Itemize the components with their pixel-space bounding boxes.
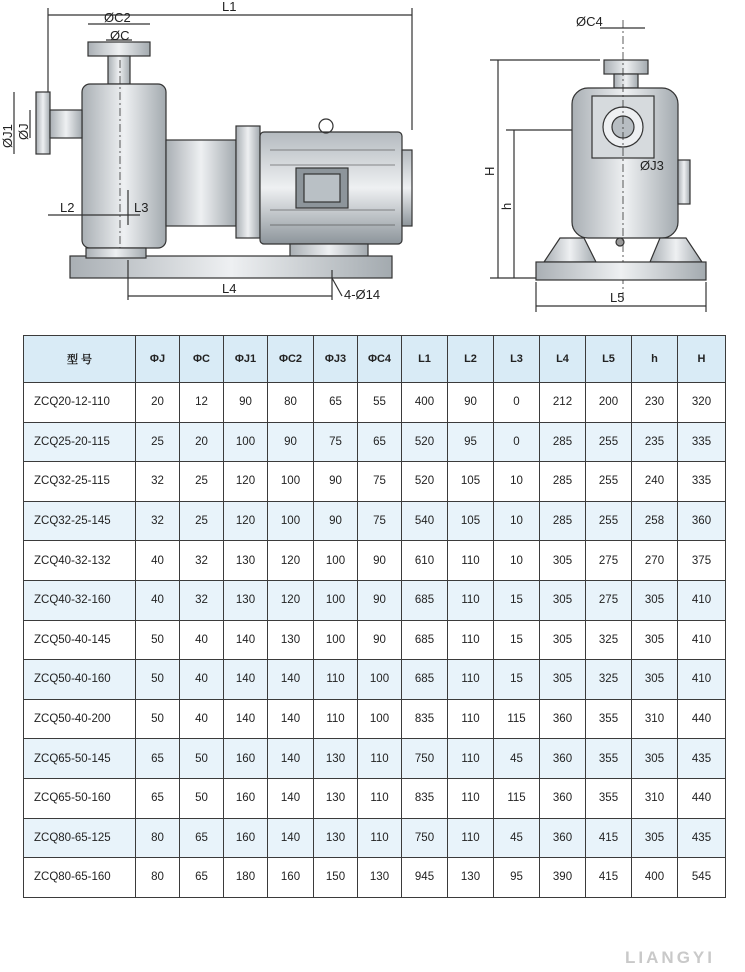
value-cell: 130 <box>224 580 268 620</box>
value-cell: 255 <box>586 462 632 502</box>
value-cell: 40 <box>180 620 224 660</box>
header-cell: L3 <box>494 336 540 383</box>
dim-j: ØJ <box>16 123 31 140</box>
table-row <box>24 660 726 700</box>
value-cell: 212 <box>540 383 586 423</box>
value-cell: 305 <box>540 660 586 700</box>
value-cell: 305 <box>632 818 678 858</box>
value-cell: 325 <box>586 620 632 660</box>
value-cell: 45 <box>494 739 540 779</box>
value-cell: 310 <box>632 778 678 818</box>
value-cell: 110 <box>448 818 494 858</box>
value-cell: 110 <box>358 818 402 858</box>
value-cell: 410 <box>678 620 726 660</box>
value-cell: 130 <box>314 778 358 818</box>
value-cell: 240 <box>632 462 678 502</box>
value-cell: 375 <box>678 541 726 581</box>
value-cell: 95 <box>448 422 494 462</box>
value-cell: 285 <box>540 422 586 462</box>
value-cell: 110 <box>448 660 494 700</box>
value-cell: 540 <box>402 501 448 541</box>
value-cell: 140 <box>224 699 268 739</box>
value-cell: 130 <box>224 541 268 581</box>
value-cell: 335 <box>678 462 726 502</box>
value-cell: 360 <box>678 501 726 541</box>
value-cell: 835 <box>402 778 448 818</box>
value-cell: 120 <box>268 541 314 581</box>
value-cell: 40 <box>180 699 224 739</box>
value-cell: 200 <box>586 383 632 423</box>
model-cell: ZCQ80-65-160 <box>24 858 136 898</box>
header-cell: L4 <box>540 336 586 383</box>
model-cell: ZCQ40-32-132 <box>24 541 136 581</box>
dim-l4: L4 <box>222 281 237 296</box>
value-cell: 65 <box>136 739 180 779</box>
value-cell: 90 <box>448 383 494 423</box>
table-row <box>24 739 726 779</box>
value-cell: 10 <box>494 541 540 581</box>
value-cell: 440 <box>678 699 726 739</box>
model-cell: ZCQ32-25-115 <box>24 462 136 502</box>
dim-small-h: h <box>499 202 514 210</box>
value-cell: 520 <box>402 462 448 502</box>
value-cell: 10 <box>494 462 540 502</box>
value-cell: 10 <box>494 501 540 541</box>
value-cell: 130 <box>314 818 358 858</box>
value-cell: 40 <box>180 660 224 700</box>
value-cell: 140 <box>224 620 268 660</box>
value-cell: 140 <box>268 818 314 858</box>
value-cell: 310 <box>632 699 678 739</box>
value-cell: 80 <box>268 383 314 423</box>
value-cell: 305 <box>632 660 678 700</box>
value-cell: 65 <box>136 778 180 818</box>
header-cell: H <box>678 336 726 383</box>
model-cell: ZCQ50-40-145 <box>24 620 136 660</box>
table-row <box>24 383 726 423</box>
value-cell: 610 <box>402 541 448 581</box>
value-cell: 360 <box>540 739 586 779</box>
value-cell: 110 <box>448 699 494 739</box>
value-cell: 335 <box>678 422 726 462</box>
value-cell: 100 <box>314 541 358 581</box>
value-cell: 400 <box>402 383 448 423</box>
header-model: 型 号 <box>24 336 136 383</box>
value-cell: 40 <box>136 541 180 581</box>
dimension-table-container <box>23 335 725 898</box>
dim-l2: L2 <box>60 200 75 215</box>
value-cell: 305 <box>632 739 678 779</box>
value-cell: 100 <box>268 462 314 502</box>
header-cell: L1 <box>402 336 448 383</box>
value-cell: 0 <box>494 383 540 423</box>
model-cell: ZCQ80-65-125 <box>24 818 136 858</box>
value-cell: 100 <box>268 501 314 541</box>
value-cell: 25 <box>180 462 224 502</box>
value-cell: 25 <box>136 422 180 462</box>
value-cell: 180 <box>224 858 268 898</box>
value-cell: 90 <box>224 383 268 423</box>
value-cell: 140 <box>268 739 314 779</box>
value-cell: 945 <box>402 858 448 898</box>
table-row <box>24 422 726 462</box>
value-cell: 110 <box>448 739 494 779</box>
value-cell: 545 <box>678 858 726 898</box>
header-cell: ΦJ <box>136 336 180 383</box>
value-cell: 140 <box>224 660 268 700</box>
value-cell: 270 <box>632 541 678 581</box>
table-row <box>24 541 726 581</box>
value-cell: 520 <box>402 422 448 462</box>
value-cell: 120 <box>268 580 314 620</box>
value-cell: 410 <box>678 660 726 700</box>
model-cell: ZCQ65-50-160 <box>24 778 136 818</box>
model-cell: ZCQ50-40-160 <box>24 660 136 700</box>
table-row <box>24 620 726 660</box>
value-cell: 390 <box>540 858 586 898</box>
value-cell: 255 <box>586 501 632 541</box>
value-cell: 110 <box>314 660 358 700</box>
value-cell: 100 <box>358 699 402 739</box>
dim-c: ØC <box>110 28 130 43</box>
header-cell: ΦC2 <box>268 336 314 383</box>
value-cell: 100 <box>224 422 268 462</box>
value-cell: 32 <box>180 580 224 620</box>
value-cell: 50 <box>180 778 224 818</box>
value-cell: 685 <box>402 660 448 700</box>
value-cell: 285 <box>540 501 586 541</box>
value-cell: 360 <box>540 699 586 739</box>
dim-big-h: H <box>482 166 497 176</box>
table-row <box>24 462 726 502</box>
header-cell: h <box>632 336 678 383</box>
model-cell: ZCQ25-20-115 <box>24 422 136 462</box>
value-cell: 320 <box>678 383 726 423</box>
value-cell: 140 <box>268 660 314 700</box>
header-cell: ΦC <box>180 336 224 383</box>
value-cell: 110 <box>448 620 494 660</box>
value-cell: 835 <box>402 699 448 739</box>
model-cell: ZCQ65-50-145 <box>24 739 136 779</box>
header-cell: L2 <box>448 336 494 383</box>
value-cell: 685 <box>402 580 448 620</box>
table-row <box>24 501 726 541</box>
value-cell: 32 <box>136 501 180 541</box>
value-cell: 750 <box>402 739 448 779</box>
dim-l5: L5 <box>610 290 625 305</box>
value-cell: 285 <box>540 462 586 502</box>
value-cell: 235 <box>632 422 678 462</box>
value-cell: 440 <box>678 778 726 818</box>
value-cell: 75 <box>358 501 402 541</box>
value-cell: 75 <box>358 462 402 502</box>
value-cell: 50 <box>180 739 224 779</box>
value-cell: 115 <box>494 699 540 739</box>
dim-c2: ØC2 <box>104 10 131 25</box>
value-cell: 75 <box>314 422 358 462</box>
value-cell: 105 <box>448 462 494 502</box>
value-cell: 90 <box>314 501 358 541</box>
value-cell: 100 <box>358 660 402 700</box>
value-cell: 105 <box>448 501 494 541</box>
value-cell: 25 <box>180 501 224 541</box>
value-cell: 750 <box>402 818 448 858</box>
dim-c4: ØC4 <box>576 14 603 29</box>
table-body <box>24 383 726 898</box>
value-cell: 305 <box>540 580 586 620</box>
value-cell: 130 <box>448 858 494 898</box>
model-cell: ZCQ20-12-110 <box>24 383 136 423</box>
value-cell: 55 <box>358 383 402 423</box>
value-cell: 20 <box>136 383 180 423</box>
value-cell: 130 <box>268 620 314 660</box>
table-row <box>24 580 726 620</box>
value-cell: 65 <box>180 858 224 898</box>
value-cell: 110 <box>314 699 358 739</box>
value-cell: 360 <box>540 818 586 858</box>
value-cell: 110 <box>448 580 494 620</box>
value-cell: 130 <box>358 858 402 898</box>
value-cell: 275 <box>586 541 632 581</box>
header-cell: L5 <box>586 336 632 383</box>
value-cell: 120 <box>224 462 268 502</box>
header-cell: ΦJ1 <box>224 336 268 383</box>
table-row <box>24 818 726 858</box>
dim-l1: L1 <box>222 0 237 14</box>
table-header-row <box>24 336 726 383</box>
value-cell: 65 <box>358 422 402 462</box>
value-cell: 355 <box>586 778 632 818</box>
table-row <box>24 699 726 739</box>
drawing-svg <box>0 0 745 320</box>
value-cell: 435 <box>678 739 726 779</box>
value-cell: 80 <box>136 818 180 858</box>
value-cell: 355 <box>586 699 632 739</box>
value-cell: 90 <box>358 620 402 660</box>
table-row <box>24 778 726 818</box>
value-cell: 65 <box>180 818 224 858</box>
value-cell: 230 <box>632 383 678 423</box>
dim-bolt-holes: 4-Ø14 <box>344 287 381 302</box>
header-cell: ΦJ3 <box>314 336 358 383</box>
value-cell: 160 <box>224 818 268 858</box>
value-cell: 410 <box>678 580 726 620</box>
value-cell: 50 <box>136 620 180 660</box>
value-cell: 90 <box>358 580 402 620</box>
value-cell: 40 <box>136 580 180 620</box>
value-cell: 325 <box>586 660 632 700</box>
value-cell: 130 <box>314 739 358 779</box>
value-cell: 15 <box>494 620 540 660</box>
value-cell: 160 <box>268 858 314 898</box>
brand-watermark: LIANGYI <box>625 948 715 967</box>
value-cell: 305 <box>540 541 586 581</box>
value-cell: 80 <box>136 858 180 898</box>
end-view <box>490 20 706 312</box>
value-cell: 110 <box>358 778 402 818</box>
model-cell: ZCQ40-32-160 <box>24 580 136 620</box>
value-cell: 255 <box>586 422 632 462</box>
value-cell: 45 <box>494 818 540 858</box>
value-cell: 110 <box>448 778 494 818</box>
value-cell: 685 <box>402 620 448 660</box>
value-cell: 115 <box>494 778 540 818</box>
value-cell: 65 <box>314 383 358 423</box>
value-cell: 258 <box>632 501 678 541</box>
table-row <box>24 858 726 898</box>
value-cell: 140 <box>268 699 314 739</box>
value-cell: 120 <box>224 501 268 541</box>
value-cell: 50 <box>136 660 180 700</box>
value-cell: 90 <box>358 541 402 581</box>
dimension-table <box>23 335 726 898</box>
value-cell: 0 <box>494 422 540 462</box>
value-cell: 32 <box>180 541 224 581</box>
value-cell: 12 <box>180 383 224 423</box>
model-cell: ZCQ50-40-200 <box>24 699 136 739</box>
value-cell: 90 <box>268 422 314 462</box>
value-cell: 275 <box>586 580 632 620</box>
dim-j1: ØJ1 <box>0 124 15 148</box>
value-cell: 100 <box>314 580 358 620</box>
value-cell: 435 <box>678 818 726 858</box>
value-cell: 305 <box>540 620 586 660</box>
header-cell: ΦC4 <box>358 336 402 383</box>
value-cell: 415 <box>586 818 632 858</box>
value-cell: 110 <box>448 541 494 581</box>
value-cell: 15 <box>494 660 540 700</box>
value-cell: 160 <box>224 778 268 818</box>
pump-technical-drawing <box>0 0 745 320</box>
value-cell: 360 <box>540 778 586 818</box>
value-cell: 50 <box>136 699 180 739</box>
value-cell: 90 <box>314 462 358 502</box>
model-cell: ZCQ32-25-145 <box>24 501 136 541</box>
value-cell: 305 <box>632 580 678 620</box>
value-cell: 32 <box>136 462 180 502</box>
value-cell: 150 <box>314 858 358 898</box>
value-cell: 355 <box>586 739 632 779</box>
dim-l3: L3 <box>134 200 149 215</box>
value-cell: 15 <box>494 580 540 620</box>
value-cell: 140 <box>268 778 314 818</box>
value-cell: 95 <box>494 858 540 898</box>
value-cell: 160 <box>224 739 268 779</box>
dim-j3: ØJ3 <box>640 158 664 173</box>
value-cell: 400 <box>632 858 678 898</box>
value-cell: 110 <box>358 739 402 779</box>
value-cell: 415 <box>586 858 632 898</box>
side-view <box>14 8 412 300</box>
value-cell: 100 <box>314 620 358 660</box>
value-cell: 305 <box>632 620 678 660</box>
value-cell: 20 <box>180 422 224 462</box>
